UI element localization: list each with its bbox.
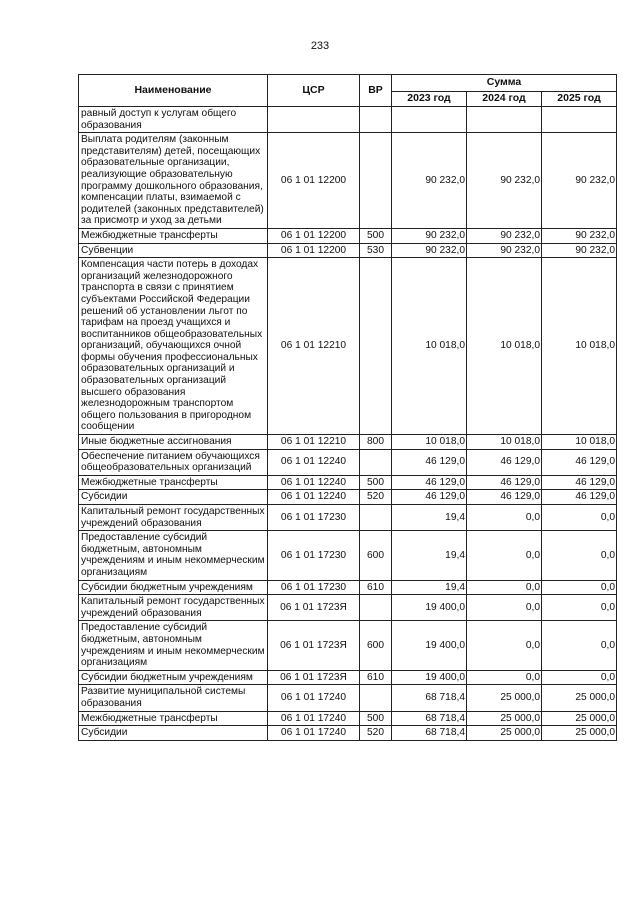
- row-2025-cell: 90 232,0: [542, 243, 617, 258]
- table-row: [79, 670, 617, 685]
- row-csr-cell: 06 1 01 17230: [268, 505, 360, 531]
- table-row: [79, 580, 617, 595]
- row-vr-cell: 610: [360, 580, 392, 595]
- row-vr-cell: 500: [360, 228, 392, 243]
- row-2025-cell: 46 129,0: [542, 490, 617, 505]
- row-vr-cell: [360, 685, 392, 711]
- row-name-cell: Выплата родителям (законным представителям) детей, посещающих образовательные организации, реализующие образовательную программу дошкольного образования, компенсации платы, взимаемой с родителей (законных представителей) за присмотр и уход за детьми: [79, 133, 268, 229]
- row-vr-cell: 520: [360, 726, 392, 741]
- row-2023-cell: 19 400,0: [392, 595, 467, 621]
- row-2023-cell: 19 400,0: [392, 670, 467, 685]
- row-name-cell: Субсидии бюджетным учреждениям: [79, 580, 268, 595]
- row-2024-cell: 10 018,0: [467, 435, 542, 450]
- row-csr-cell: 06 1 01 12240: [268, 475, 360, 490]
- row-name-cell: Обеспечение питанием обучающихся общеобразовательных организаций: [79, 449, 268, 475]
- row-2025-cell: 0,0: [542, 670, 617, 685]
- row-2024-cell: 10 018,0: [467, 258, 542, 435]
- row-vr-cell: 530: [360, 243, 392, 258]
- row-2024-cell: 46 129,0: [467, 449, 542, 475]
- row-2025-cell: 0,0: [542, 595, 617, 621]
- table-row: [79, 228, 617, 243]
- row-2023-cell: 19,4: [392, 505, 467, 531]
- row-name-cell: Предоставление субсидий бюджетным, автономным учреждениям и иным некоммерческим организациям: [79, 531, 268, 580]
- row-2024-cell: 0,0: [467, 580, 542, 595]
- header-vr: ВР: [360, 75, 392, 107]
- row-name-cell: Капитальный ремонт государственных учреждений образования: [79, 595, 268, 621]
- table-row: [79, 258, 617, 435]
- table-row: [79, 435, 617, 450]
- row-2023-cell: 10 018,0: [392, 435, 467, 450]
- row-2025-cell: 0,0: [542, 505, 617, 531]
- row-2024-cell: 25 000,0: [467, 726, 542, 741]
- row-vr-cell: [360, 595, 392, 621]
- row-2025-cell: 25 000,0: [542, 685, 617, 711]
- row-name-cell: Развитие муниципальной системы образования: [79, 685, 268, 711]
- header-year-2025: 2025 год: [542, 92, 617, 107]
- row-2025-cell: 46 129,0: [542, 475, 617, 490]
- row-csr-cell: 06 1 01 12210: [268, 258, 360, 435]
- table-row: [79, 595, 617, 621]
- row-name-cell: Субсидии бюджетным учреждениям: [79, 670, 268, 685]
- row-2025-cell: 25 000,0: [542, 726, 617, 741]
- row-2025-cell: 90 232,0: [542, 133, 617, 229]
- row-2023-cell: 90 232,0: [392, 243, 467, 258]
- table-row: [79, 621, 617, 670]
- row-csr-cell: 06 1 01 1723Я: [268, 621, 360, 670]
- row-vr-cell: 500: [360, 475, 392, 490]
- row-vr-cell: 500: [360, 711, 392, 726]
- row-2025-cell: 46 129,0: [542, 449, 617, 475]
- row-csr-cell: 06 1 01 12240: [268, 490, 360, 505]
- row-name-cell: равный доступ к услугам общего образования: [79, 107, 268, 133]
- row-csr-cell: 06 1 01 12240: [268, 449, 360, 475]
- row-2025-cell: 10 018,0: [542, 435, 617, 450]
- header-name: Наименование: [79, 75, 268, 107]
- row-name-cell: Компенсация части потерь в доходах организаций железнодорожного транспорта в связи с принятием субъектами Российской Федерации решений об установлении льгот по тарифам на проезд учащихся и воспитанников общеобразовательных организаций, обучающихся очной формы обучения профессиональных образовательных организаций и образовательных организаций высшего образования железнодорожным транспортом общего пользования в пригородном сообщении: [79, 258, 268, 435]
- table-row: [79, 531, 617, 580]
- row-vr-cell: 600: [360, 621, 392, 670]
- row-csr-cell: 06 1 01 12200: [268, 133, 360, 229]
- row-2023-cell: 10 018,0: [392, 258, 467, 435]
- row-name-cell: Предоставление субсидий бюджетным, автономным учреждениям и иным некоммерческим организациям: [79, 621, 268, 670]
- row-vr-cell: [360, 505, 392, 531]
- header-year-2023: 2023 год: [392, 92, 467, 107]
- row-2023-cell: 46 129,0: [392, 475, 467, 490]
- table-row: [79, 107, 617, 133]
- row-2023-cell: 46 129,0: [392, 490, 467, 505]
- row-vr-cell: [360, 133, 392, 229]
- row-2025-cell: 10 018,0: [542, 258, 617, 435]
- table-row: [79, 449, 617, 475]
- row-name-cell: Субсидии: [79, 726, 268, 741]
- row-vr-cell: [360, 449, 392, 475]
- row-2024-cell: 0,0: [467, 595, 542, 621]
- row-2023-cell: 46 129,0: [392, 449, 467, 475]
- row-2025-cell: 0,0: [542, 531, 617, 580]
- row-2024-cell: 90 232,0: [467, 228, 542, 243]
- row-2023-cell: 19 400,0: [392, 621, 467, 670]
- row-2023-cell: 90 232,0: [392, 228, 467, 243]
- row-2024-cell: 46 129,0: [467, 490, 542, 505]
- row-2025-cell: [542, 107, 617, 133]
- row-name-cell: Межбюджетные трансферты: [79, 228, 268, 243]
- table-row: [79, 133, 617, 229]
- budget-table: [78, 74, 617, 741]
- row-vr-cell: 800: [360, 435, 392, 450]
- row-2023-cell: 19,4: [392, 580, 467, 595]
- row-2025-cell: 90 232,0: [542, 228, 617, 243]
- row-2023-cell: 68 718,4: [392, 711, 467, 726]
- row-2025-cell: 0,0: [542, 580, 617, 595]
- row-name-cell: Субсидии: [79, 490, 268, 505]
- table-row: [79, 711, 617, 726]
- row-2023-cell: 90 232,0: [392, 133, 467, 229]
- row-2025-cell: 25 000,0: [542, 711, 617, 726]
- table-row: [79, 490, 617, 505]
- header-sum: Сумма: [392, 75, 617, 92]
- row-2024-cell: 0,0: [467, 505, 542, 531]
- row-2024-cell: 25 000,0: [467, 685, 542, 711]
- row-csr-cell: 06 1 01 12200: [268, 243, 360, 258]
- row-vr-cell: 610: [360, 670, 392, 685]
- row-2024-cell: 0,0: [467, 531, 542, 580]
- row-2025-cell: 0,0: [542, 621, 617, 670]
- row-vr-cell: [360, 107, 392, 133]
- row-2024-cell: [467, 107, 542, 133]
- row-csr-cell: 06 1 01 1723Я: [268, 595, 360, 621]
- page-number: 233: [310, 40, 330, 52]
- row-2023-cell: [392, 107, 467, 133]
- row-2023-cell: 19,4: [392, 531, 467, 580]
- row-name-cell: Субвенции: [79, 243, 268, 258]
- row-2023-cell: 68 718,4: [392, 685, 467, 711]
- table-row: [79, 243, 617, 258]
- row-csr-cell: 06 1 01 12210: [268, 435, 360, 450]
- row-name-cell: Капитальный ремонт государственных учреждений образования: [79, 505, 268, 531]
- table-row: [79, 505, 617, 531]
- row-2024-cell: 46 129,0: [467, 475, 542, 490]
- row-vr-cell: [360, 258, 392, 435]
- table-row: [79, 726, 617, 741]
- row-csr-cell: 06 1 01 17240: [268, 726, 360, 741]
- row-csr-cell: 06 1 01 17230: [268, 580, 360, 595]
- table-row: [79, 685, 617, 711]
- row-csr-cell: 06 1 01 17240: [268, 711, 360, 726]
- table-row: [79, 475, 617, 490]
- row-vr-cell: 520: [360, 490, 392, 505]
- row-csr-cell: 06 1 01 1723Я: [268, 670, 360, 685]
- row-csr-cell: [268, 107, 360, 133]
- row-csr-cell: 06 1 01 17230: [268, 531, 360, 580]
- row-2024-cell: 90 232,0: [467, 243, 542, 258]
- row-2023-cell: 68 718,4: [392, 726, 467, 741]
- header-csr: ЦСР: [268, 75, 360, 107]
- row-2024-cell: 0,0: [467, 670, 542, 685]
- row-csr-cell: 06 1 01 12200: [268, 228, 360, 243]
- row-2024-cell: 90 232,0: [467, 133, 542, 229]
- row-csr-cell: 06 1 01 17240: [268, 685, 360, 711]
- row-name-cell: Иные бюджетные ассигнования: [79, 435, 268, 450]
- row-2024-cell: 0,0: [467, 621, 542, 670]
- row-name-cell: Межбюджетные трансферты: [79, 475, 268, 490]
- row-name-cell: Межбюджетные трансферты: [79, 711, 268, 726]
- row-2024-cell: 25 000,0: [467, 711, 542, 726]
- header-year-2024: 2024 год: [467, 92, 542, 107]
- row-vr-cell: 600: [360, 531, 392, 580]
